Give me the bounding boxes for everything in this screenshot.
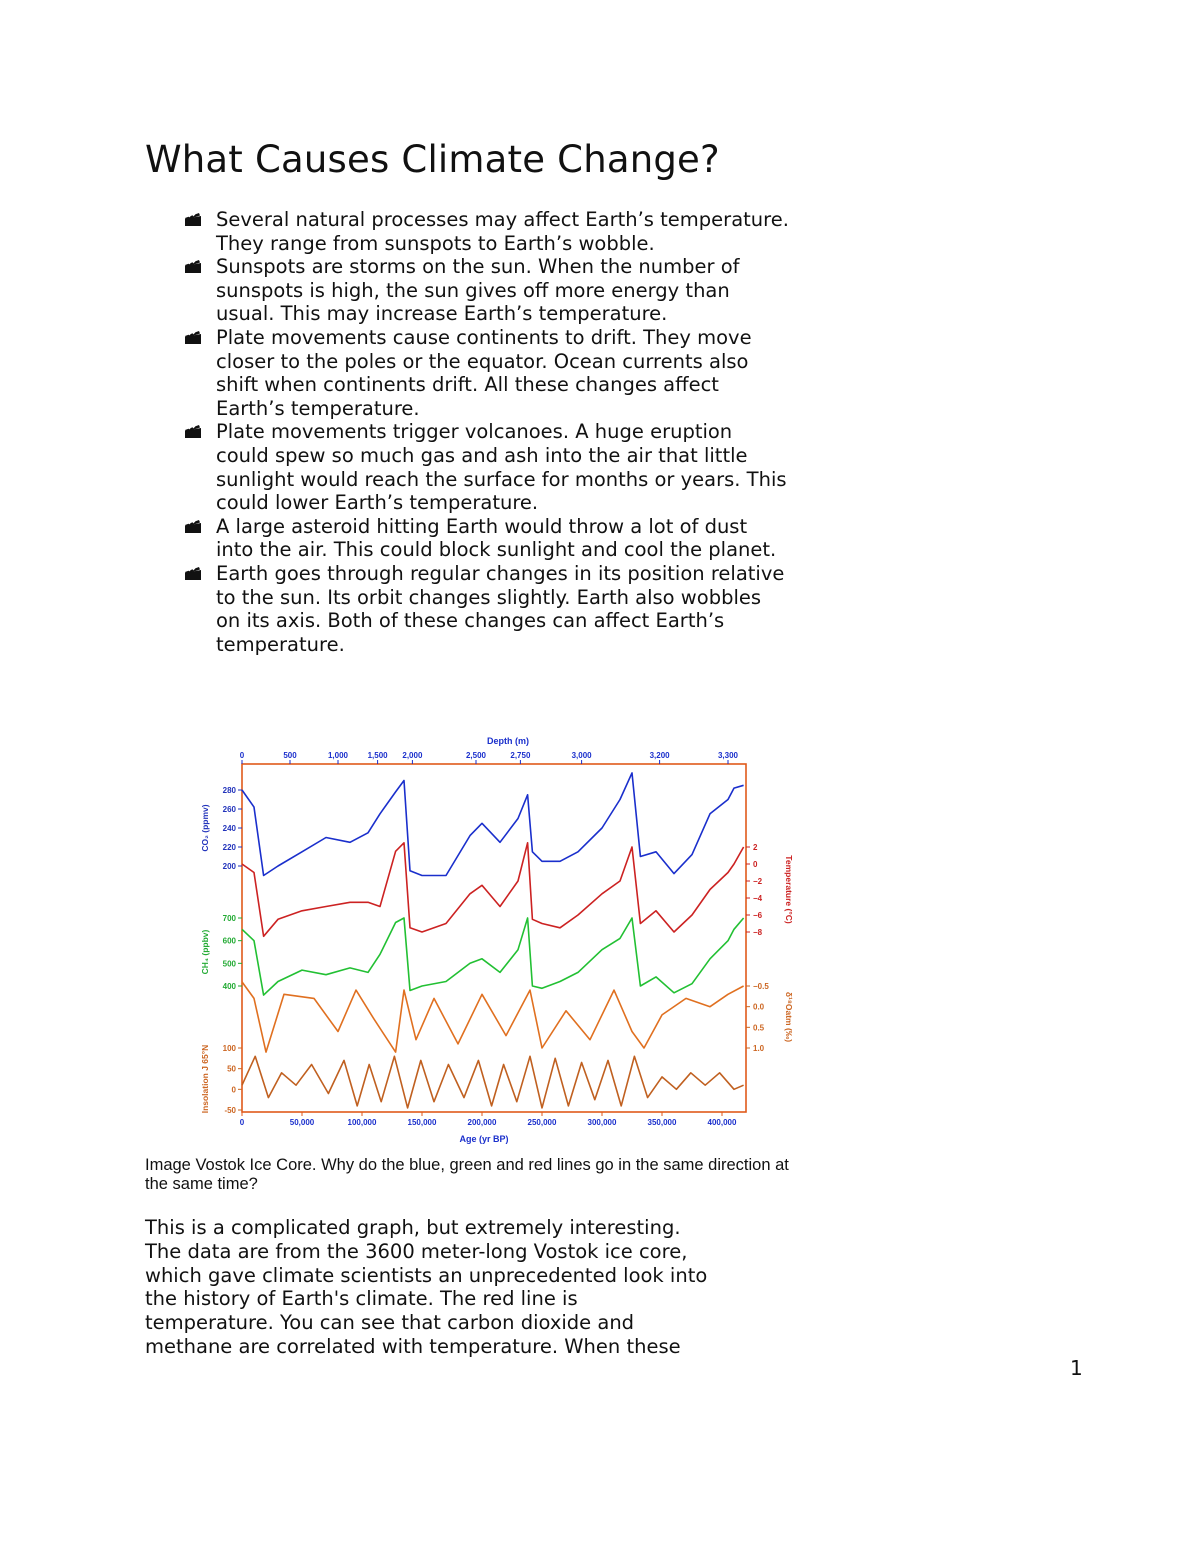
right-axis-tick-label: 0: [753, 860, 758, 869]
bullet-text: Earth goes through regular changes in its position relative to the sun. Its orbit changes slightly. Earth also wobbles on its axis. Both of these changes can affect Earth’s temperature.: [216, 561, 785, 656]
body-line: which gave climate scientists an unprecedented look into: [145, 1263, 708, 1287]
bottom-axis-tick-label: 350,000: [647, 1118, 677, 1127]
top-axis-tick-label: 3,200: [649, 751, 670, 760]
right-axis-tick-label: −6: [753, 911, 763, 920]
bottom-axis-tick-label: 50,000: [289, 1118, 315, 1127]
bullet-text: A large asteroid hitting Earth would throw a lot of dust into the air. This could block sunlight and cool the planet.: [216, 514, 777, 562]
page-number: 1: [1070, 1356, 1083, 1380]
figure-caption: Image Vostok Ice Core. Why do the blue, green and red lines go in the same direction at the same time?: [145, 1156, 789, 1193]
left-axis-label: CO₂ (ppmv): [200, 804, 210, 852]
page-title: What Causes Climate Change?: [145, 138, 720, 181]
top-axis-tick-label: 0: [239, 751, 245, 760]
bottom-axis-tick-label: 300,000: [587, 1118, 617, 1127]
bullet-item: [180, 515, 790, 562]
bullet-text: Plate movements trigger volcanoes. A huge eruption could spew so much gas and ash into the air that little sunlight would reach the surface for months or years. This could lower Earth’s temperature.: [216, 420, 787, 515]
bottom-axis-tick-label: 400,000: [707, 1118, 737, 1127]
top-axis-tick-label: 3,300: [717, 751, 739, 760]
bullet-text: Plate movements cause continents to drift. They move closer to the poles or the equator. Ocean currents also shift when continents drift. All these changes affect Earth’s temperature.: [216, 325, 752, 420]
bottom-axis-tick-label: 250,000: [527, 1118, 557, 1127]
clapperboard-icon: [184, 260, 202, 274]
insolation-series-line: [242, 1056, 744, 1108]
bullet-text: Sunspots are storms on the sun. When the number of sunspots is high, the sun gives off more energy than usual. This may increase Earth’s temperature.: [216, 255, 740, 326]
right-axis-tick-label: 0.0: [753, 1002, 765, 1012]
left-axis-tick-label: 220: [222, 843, 236, 852]
clapperboard-icon: [184, 213, 202, 227]
bottom-axis-tick-label: 100,000: [347, 1118, 377, 1127]
top-axis-tick-label: 2,000: [402, 751, 423, 760]
right-axis-tick-label: 0.5: [753, 1023, 765, 1033]
left-axis-label: Insolation J 65°N: [200, 1044, 210, 1114]
left-axis-tick-label: 600: [222, 936, 236, 946]
bottom-axis-tick-label: 0: [239, 1118, 245, 1127]
top-axis-tick-label: 2,750: [510, 751, 531, 760]
left-axis-tick-label: 100: [222, 1044, 236, 1053]
right-axis-tick-label: −8: [753, 928, 763, 937]
bullet-item: [180, 326, 790, 420]
left-axis-tick-label: 500: [222, 959, 236, 969]
ch4-series-line: [242, 918, 744, 995]
plot-frame: [242, 764, 746, 1112]
clapperboard-icon: [184, 567, 202, 581]
bottom-axis-tick-label: 200,000: [467, 1118, 497, 1127]
right-axis-label: δ¹⁸Oatm (‰): [784, 991, 794, 1043]
d18o-series-line: [242, 982, 744, 1052]
temperature-series-line: [242, 843, 744, 937]
top-axis-tick-label: 2,500: [465, 751, 487, 760]
left-axis-tick-label: 260: [222, 805, 236, 814]
bottom-axis-label: Age (yr BP): [459, 1134, 509, 1144]
body-line: This is a complicated graph, but extremely interesting.: [145, 1216, 681, 1239]
bullet-item: [180, 420, 790, 514]
body-paragraph: [145, 1216, 795, 1359]
body-line: the history of Earth's climate. The red line is: [145, 1287, 578, 1311]
clapperboard-icon: [184, 331, 202, 345]
bottom-axis-tick-label: 150,000: [407, 1118, 437, 1127]
left-axis-tick-label: 700: [222, 914, 236, 923]
top-axis-tick-label: 1,000: [327, 751, 349, 760]
body-line: methane are correlated with temperature. When these: [145, 1334, 681, 1358]
top-axis-tick-label: 1,500: [367, 751, 388, 760]
right-axis-tick-label: −4: [753, 894, 763, 903]
body-line: The data are from the 3600 meter-long Vostok ice core,: [145, 1239, 688, 1263]
bullet-list: [180, 208, 790, 656]
clapperboard-icon: [184, 520, 202, 534]
top-axis-label: Depth (m): [487, 736, 529, 746]
left-axis-tick-label: 240: [222, 824, 236, 833]
bullet-item: [180, 255, 790, 326]
vostok-ice-core-chart: [190, 722, 810, 1150]
bullet-item: [180, 208, 790, 255]
left-axis-tick-label: 0: [231, 1085, 236, 1095]
right-axis-tick-label: −0.5: [753, 982, 769, 991]
bullet-item: [180, 562, 790, 656]
left-axis-tick-label: 280: [222, 786, 236, 795]
left-axis-tick-label: 200: [222, 862, 236, 871]
left-axis-tick-label: -50: [224, 1106, 236, 1115]
top-axis-tick-label: 3,000: [571, 751, 592, 760]
clapperboard-icon: [184, 425, 202, 439]
right-axis-tick-label: 1.0: [753, 1044, 765, 1053]
body-line: temperature. You can see that carbon dioxide and: [145, 1311, 635, 1335]
bullet-text: Several natural processes may affect Earth’s temperature. They range from sunspots to Earth’s wobble.: [216, 208, 789, 255]
left-axis-label: CH₄ (ppbv): [200, 929, 210, 975]
left-axis-tick-label: 50: [227, 1064, 236, 1074]
left-axis-tick-label: 400: [222, 982, 236, 991]
right-axis-tick-label: −2: [753, 877, 763, 886]
top-axis-tick-label: 500: [283, 751, 297, 760]
right-axis-tick-label: 2: [753, 843, 758, 852]
co2-series-line: [242, 773, 744, 876]
right-axis-label: Temperature (°C): [784, 855, 794, 924]
